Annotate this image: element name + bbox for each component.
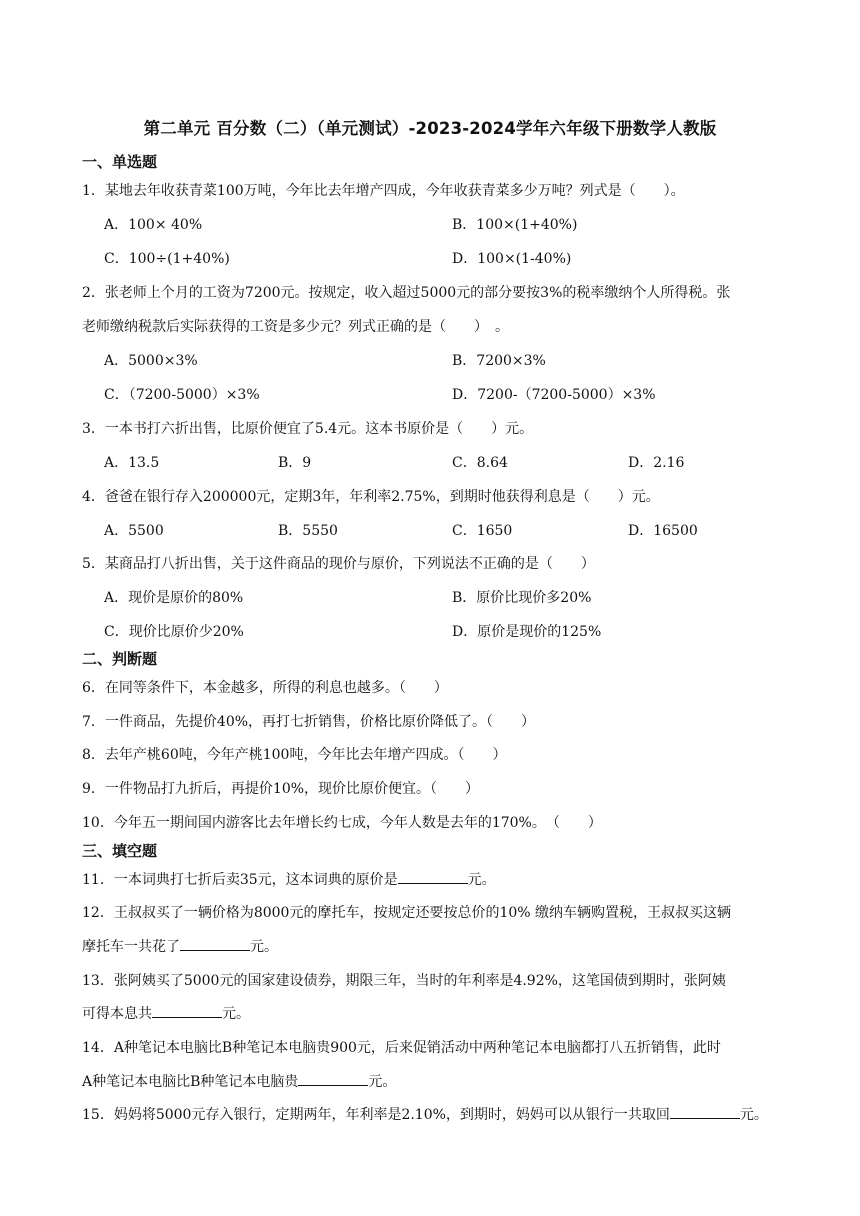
question-13-line-1: 13．张阿姨买了5000元的国家建设债券，期限三年，当时的年利率是4.92%，这笔国债到期时，张阿姨 [82,973,726,989]
question-15 [82,1104,768,1124]
question-13-line-2 [82,1003,250,1023]
q4-option-d: D．16500 [628,523,698,539]
question-5: 5．某商品打八折出售，关于这件商品的现价与原价，下列说法不正确的是（ ） [82,556,595,572]
q15-unit: 元。 [739,1107,768,1123]
q1-option-b: B．100×(1+40%) [452,217,578,233]
question-2-line-1: 2．张老师上个月的工资为7200元。按规定，收入超过5000元的部分要按3%的税率缴纳个人所得税。张 [82,285,731,301]
question-14-line-2 [82,1071,396,1091]
q4-option-b: B．5550 [278,523,338,539]
q2-option-c: C．（7200-5000）×3% [104,387,260,403]
question-11 [82,869,496,889]
q12-text: 摩托车一共花了 [82,939,180,955]
question-3: 3．一本书打六折出售，比原价便宜了5.4元。这本书原价是（ ）元。 [82,421,534,437]
q11-text: 11．一本词典打七折后卖35元，这本词典的原价是 [82,872,398,888]
q14-unit: 元。 [368,1074,397,1090]
answer-blank[interactable] [398,869,468,884]
question-10: 10．今年五一期间国内游客比去年增长约七成，今年人数是去年的170%。 （ ） [82,815,602,831]
question-7: 7．一件商品，先提价40%，再打七折销售，价格比原价降低了。（ ） [82,714,536,730]
q4-option-a: A．5500 [104,523,164,539]
q5-option-d: D．原价是现价的125% [452,624,602,640]
q12-unit: 元。 [250,939,278,955]
question-1: 1．某地去年收获青菜100万吨，今年比去年增产四成，今年收获青菜多少万吨？列式是（ ）。 [82,183,685,199]
q1-option-c: C．100÷(1+40%) [104,251,230,267]
q2-option-a: A．5000×3% [104,353,198,369]
answer-blank[interactable] [670,1104,740,1119]
q5-option-c: C．现价比原价少20% [104,624,244,640]
question-4: 4．爸爸在银行存入200000元，定期3年，年利率2.75%，到期时他获得利息是（ ）元。 [82,489,660,505]
section-heading-fill-blank: 三、填空题 [82,842,158,860]
q13-text: 可得本息共 [82,1006,152,1022]
question-8: 8．去年产桃60吨，今年产桃100吨，今年比去年增产四成。（ ） [82,747,507,763]
answer-blank[interactable] [298,1071,368,1086]
q5-option-b: B．原价比现价多20% [452,590,592,606]
section-heading-single-choice: 一、单选题 [82,153,158,171]
q11-unit: 元。 [467,872,496,888]
question-12-line-2 [82,936,278,956]
q1-option-a: A．100× 40% [104,217,203,233]
section-heading-true-false: 二、判断题 [82,650,158,668]
q1-option-d: D．100×(1-40%) [452,251,572,267]
q2-option-b: B．7200×3% [452,353,546,369]
q13-unit: 元。 [222,1006,250,1022]
question-2-line-2: 老师缴纳税款后实际获得的工资是多少元？列式正确的是（ ） 。 [82,319,509,335]
question-14-line-1: 14．A种笔记本电脑比B种笔记本电脑贵900元，后来促销活动中两种笔记本电脑都打八五折销售，此时 [82,1040,721,1056]
q3-option-d: D．2.16 [628,455,685,471]
question-9: 9．一件物品打九折后，再提价10%，现价比原价便宜。（ ） [82,781,480,797]
q14-text: A种笔记本电脑比B种笔记本电脑贵 [82,1074,299,1090]
answer-blank[interactable] [180,936,250,951]
q3-option-c: C．8.64 [452,455,508,471]
question-12-line-1: 12．王叔叔买了一辆价格为8000元的摩托车，按规定还要按总价的10% 缴纳车辆购置税，王叔叔买这辆 [82,905,732,921]
q3-option-a: A．13.5 [104,455,160,471]
q5-option-a: A．现价是原价的80% [104,590,244,606]
q4-option-c: C．1650 [452,523,513,539]
question-6: 6．在同等条件下，本金越多，所得的利息也越多。（ ） [82,680,448,696]
page-title: 第二单元 百分数（二）（单元测试）-2023-2024学年六年级下册数学人教版 [143,119,717,138]
q15-text: 15．妈妈将5000元存入银行，定期两年，年利率是2.10%，到期时，妈妈可以从银行一共取回 [82,1107,670,1123]
answer-blank[interactable] [152,1003,222,1018]
q2-option-d: D．7200-（7200-5000）×3% [452,387,656,403]
q3-option-b: B．9 [278,455,312,471]
